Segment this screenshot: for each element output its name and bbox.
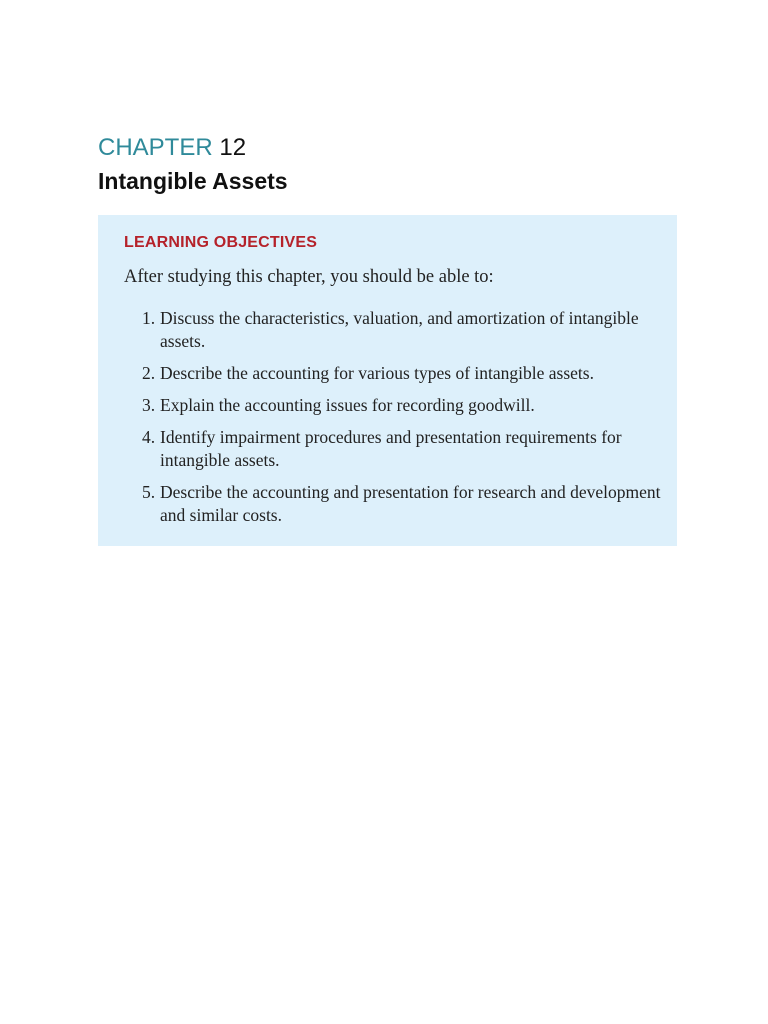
learning-objective-item [142,362,672,385]
chapter-label: CHAPTER [98,134,213,161]
chapter-number: 12 [219,134,247,161]
learning-objective-text: Explain the accounting issues for recording goodwill. [160,395,535,415]
learning-objectives-box [98,215,677,546]
learning-objective-number: 1. [142,308,156,328]
learning-objective-text: Identify impairment procedures and presentation requirements for intangible assets. [160,427,622,470]
learning-objective-item [142,307,672,353]
learning-objective-item [142,426,672,472]
learning-objective-text: Describe the accounting for various types of intangible assets. [160,363,594,383]
chapter-title: Intangible Assets [98,168,288,194]
learning-objectives-list [142,307,672,536]
learning-objective-text: Describe the accounting and presentation for research and development and similar costs. [160,482,661,525]
learning-objective-item [142,481,672,527]
chapter-heading [98,133,246,163]
learning-objective-number: 3. [142,395,156,415]
learning-objective-item [142,394,672,417]
learning-objective-number: 4. [142,427,156,447]
learning-objective-number: 5. [142,482,156,502]
learning-objectives-heading: LEARNING OBJECTIVES [124,234,318,251]
learning-objective-number: 2. [142,363,156,383]
learning-objectives-intro: After studying this chapter, you should be able to: [124,267,494,287]
learning-objective-text: Discuss the characteristics, valuation, and amortization of intangible assets. [160,308,639,351]
